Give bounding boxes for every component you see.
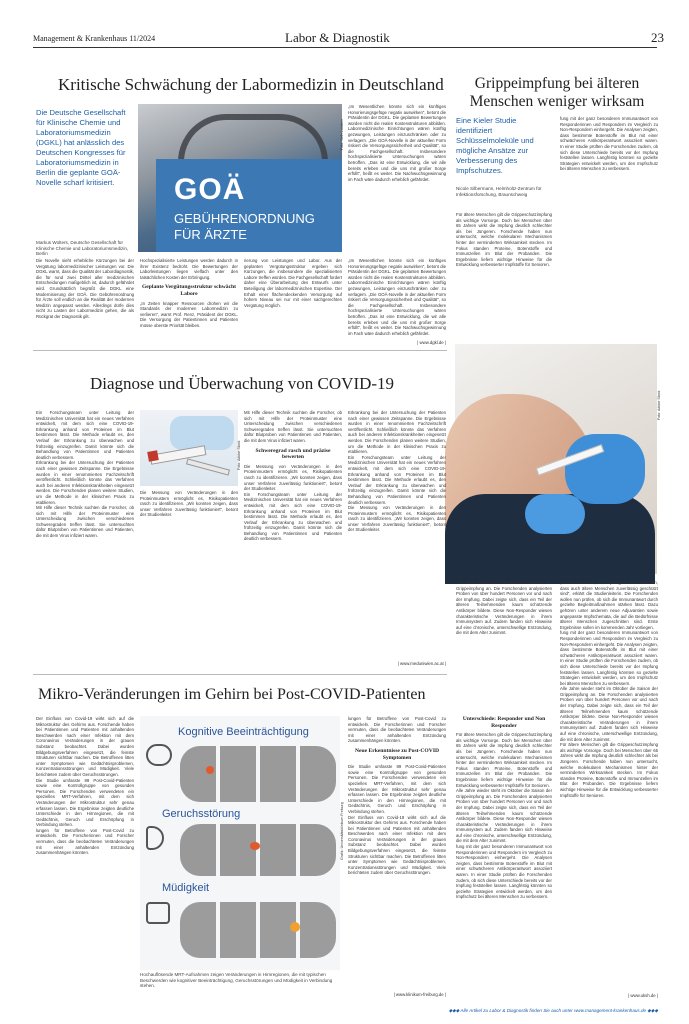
goae-book-photo [138, 104, 342, 252]
article2-title: Grippeimpfung bei älteren Menschen weniger wirksam [469, 75, 645, 110]
article1-author: Markus Wolters, Deutsche Gesellschaft für Klinische Chemie und Laboratoriumsmedizin, Berlin [36, 240, 129, 257]
mri-row-3 [180, 902, 336, 958]
article2-col4-text2: fung mit der ganz besonderen Immunantwort von Responderinnen und Respondern im Vergleich zu Non-Respondern einhergeht. Die Analysen zeigten, dass bestimmte Botenstoffe im Blut mit einer schwächeren Antikörperantwort assoziiert waren. In einer Studie prüften die Forschenden zudem, ob sich diese Unterschiede bereits vor der Impfung feststellen lassen. Langfristig könnten so gezielte Strategien entwickelt werden, um den Impfschutz bei älteren Menschen zu verbessern. [560, 630, 658, 686]
article1-source: | www.dgkl.de | [417, 340, 446, 345]
article3-image-credit: Foto: Adobe Stock [237, 440, 241, 470]
article4-col1 [36, 716, 134, 988]
article2-source: | www.uksh.de | [628, 993, 658, 998]
article3-col1-text2: Erkrankung bei der Untersuchung der Patienten nach einer gewissen Zeitspanne. Die Ergebnisse wurden in einer renommierten Fachzeitschrift veröffentlicht. Schließlich könnte das Verfahren auch bei anderen Infektionskrankheiten eingesetzt werden. Die Forschenden planen weitere Studien, um die Methode in der klinischen Praxis zu etablieren. [36, 460, 134, 505]
goae-cover-line2: FÜR ÄRZTE [174, 227, 247, 242]
article2-intro: Eine Kieler Studie identifiziert Schlüsselmoleküle und mögliche Ansätze zur Verbesserung des Impfschutzes. [456, 116, 534, 175]
article4-subhead: Neue Erkenntnisse zu Post-COVID Symptomen [354, 747, 440, 761]
article3-col1 [36, 410, 134, 660]
panel-fatigue-title: Müdigkeit [162, 882, 210, 894]
mri-row-1 [180, 746, 336, 802]
article4-image-credit: Grafik: Universitätsklinikum Freiburg [340, 802, 344, 860]
page-number: 23 [651, 30, 664, 45]
article2-subhead: Unterschiede: Responder und Non Responder [462, 716, 546, 729]
goae-cover-title: GOÄ [174, 173, 246, 206]
test-tube-cap [147, 450, 159, 462]
article3-col2 [244, 410, 342, 660]
article2-col2: fung mit der ganz besonderen Immunantwort von Responderinnen und Respondern im Vergleich zu Non-Respondern einhergeht. Die Analysen zeigten, dass bestimmte Botenstoffe im Blut mit einer schwächeren Antikörperantwort assoziiert waren. In einer Studie prüften die Forschenden zudem, ob sich diese Unterschiede bereits vor der Impfung feststellen lassen. Langfristig könnten so gezielte Strategien entwickelt werden, um den Impfschutz bei älteren Menschen zu verbessern. [560, 116, 658, 172]
mri-row-2 [180, 824, 336, 876]
running-header-left: Management & Krankenhaus 11/2024 [33, 34, 156, 43]
article4-col3-text: lungen für Betroffene von Post-Covid zu entwickeln. Die Forscherinnen und Forscher vermuten, dass die beobachteten Veränderungen mit einer anhaltenden Entzündung zusammenhängen könnten. [348, 716, 446, 744]
article1-col3: rierung von Leistungen und Labor. Aus der geplanten Vergütungsstruktur ergeben sich Kürzungen, die insbesondere die spezialisierten Labore treffen würden. Die Fachgesellschaft fordert daher eine Überarbeitung des Entwurfs unter Beteiligung der labormedizinischen Expertise. Der Erhalt einer flächendeckenden Versorgung auf hohem Niveau sei nur mit einer sachgerechten Vergütung möglich. [244, 258, 342, 308]
article2-col3: Alle Jahre wieder steht im Oktober die Saison der Grippeimpfung an. Die Forschenden analysierten Proben von über hundert Personen vor und nach der Impfung. Dabei zeigte sich, dass ein Teil der älteren Teilnehmenden kaum schützende Antikörper bildete. Diese Non-Responder wiesen charakteristische Veränderungen in ihrem Immunsystem auf. Zudem fanden sich Hinweise auf eine chronische, unterschwellige Entzündung, die mit dem Alter zunimmt. [456, 580, 552, 636]
nose-icon [146, 826, 164, 850]
article3-col3-text3: Die Messung von Veränderungen in den Proteinmustern ermöglicht es, Risikopatienten rasch zu identifizieren. „Wir konnten zeigen, dass unser Verfahren zuverlässig funktioniert“, betont der Studienleiter. [348, 505, 446, 533]
book-cover [156, 159, 342, 252]
panel-cognition-title: Kognitive Beeinträchtigung [178, 726, 309, 738]
article4-col1-text2: Die Studie umfasste 89 Post-Covid-Patienten sowie eine Kontrollgruppe von gesunden Personen. Die Forschenden verwendeten ein spezielles MRT-Verfahren, mit dem sich Veränderungen der Mikrostruktur sehr genau erfassen lassen. Die Ergebnisse zeigten deutliche Unterschiede in den Hirnregionen, die mit Gedächtnis, Geruch und Erschöpfung in Verbindung stehen. [36, 777, 134, 828]
article4-col3-text-c: Der Einfluss von Covid-19 wirkt sich auf die Mikrostruktur des Gehirns aus. Forschende haben bei Patientinnen und Patienten mit anhaltenden Beschwerden nach einer Infektion mit dem Coronavirus Veränderungen in der grauen Substanz beobachtet. Dabei wurden Bildgebungsverfahren eingesetzt, die feinste Strukturen sichtbar machen. Die Betroffenen litten unter Symptomen wie Gedächtnisproblemen, Konzentrationsstörungen und Müdigkeit. Viele berichteten zudem über Geruchsstörungen. [348, 814, 446, 876]
article2-col3b-text3: fung mit der ganz besonderen Immunantwort von Responderinnen und Respondern im Vergleich zu Non-Respondern einhergeht. Die Analysen zeigten, dass bestimmte Botenstoffe im Blut mit einer schwächeren Antikörperantwort assoziiert waren. In einer Studie prüften die Forschenden zudem, ob sich diese Unterschiede bereits vor der Impfung feststellen lassen. Langfristig könnten so gezielte Strategien entwickelt werden, um den Impfschutz bei älteren Menschen zu verbessern. [456, 844, 552, 900]
article3-col2-text-b: Die Messung von Veränderungen in den Proteinmustern ermöglicht es, Risikopatienten rasch zu identifizieren. „Wir konnten zeigen, dass unser Verfahren zuverlässig funktioniert“, betont der Studienleiter. [244, 463, 342, 492]
article2-col4-text4: Für ältere Menschen gilt die Grippeschutzimpfung als wichtige Vorsorge. Doch bei Menschen über 65 Jahren wirkt die Impfung deutlich schlechter als bei Jüngeren. Forschende haben nun untersucht, welche molekularen Mechanismen hinter der verminderten Wirksamkeit stecken. Im Fokus standen Proteine, Botenstoffe und Immunzellen im Blut der Probanden. Die Ergebnisse liefern wichtige Hinweise für die Entwicklung verbesserter Impfstoffe für Senioren. [560, 742, 658, 798]
article1-intro: Die Deutsche Gesellschaft für Klinische Chemie und Laboratoriumsmedizin (DGKL) hat anlässlich des Deutschen Kongresses für Laboratoriumsmedizin in Berlin die geplante GOÄ-Novelle scharf kritisiert. [36, 108, 126, 187]
article1-col2-text-b: „In Zeiten knapper Ressourcen drohen wir die Standards der modernen Labormedizin zu verlieren“, warnt Prof. Renz, Präsident der DGKL. Die Versorgung der Patientinnen und Patienten müsse oberste Priorität bleiben. [140, 300, 238, 328]
article3-source: | www.meduniwien.ac.at | [397, 661, 446, 666]
mri-highlight-1 [206, 766, 214, 774]
footer-banner: ◆◆◆ Alle Artikel zu Labor & Diagnostik finden Sie auch unter www.management-krankenhaus.de ◆◆◆ [448, 1008, 658, 1013]
article4-source: | www.klinikum-freiburg.de | [393, 992, 446, 997]
article1-col2-text: Hochspezialisierte Leistungen werden dadurch in ihrer Existenz bedroht. Die Bewertungen der Laborleistungen liegen vielfach unter den tatsächlichen Kosten der Erbringung. [140, 258, 238, 280]
article2-col1: Für ältere Menschen gilt die Grippeschutzimpfung als wichtige Vorsorge. Doch bei Menschen über 65 Jahren wirkt die Impfung deutlich schlechter als bei Jüngeren. Forschende haben nun untersucht, welche molekularen Mechanismen hinter der verminderten Wirksamkeit stecken. Im Fokus standen Proteine, Botenstoffe und Immunzellen im Blut der Probanden. Die Ergebnisse liefern wichtige Hinweise für die Entwicklung verbesserter Impfstoffe für Senioren. [456, 212, 552, 268]
article3-col1-text3: Mit Hilfe dieser Technik suchten die Forscher, ob sich mit Hilfe der Proteinmuster eine Unterscheidung zwischen verschiedenen Schweregraden treffen lässt. Sie untersuchten dafür Blutproben von Patientinnen und Patienten, die mit dem Virus infiziert waren. [36, 505, 134, 539]
article3-col3 [348, 410, 446, 660]
covid-test-photo [140, 410, 238, 486]
syringe-2 [186, 458, 230, 475]
article3-col2-lower: Die Messung von Veränderungen in den Proteinmustern ermöglicht es, Risikopatienten rasch zu identifizieren. „Wir konnten zeigen, dass unser Verfahren zuverlässig funktioniert“, betont der Studienleiter. [140, 490, 238, 518]
article3-col3-text: Erkrankung bei der Untersuchung der Patienten nach einer gewissen Zeitspanne. Die Ergebnisse wurden in einer renommierten Fachzeitschrift veröffentlicht. Schließlich könnte das Verfahren auch bei anderen Infektionskrankheiten eingesetzt werden. Die Forschenden planen weitere Studien, um die Methode in der klinischen Praxis zu etablieren. [348, 410, 446, 455]
article2-col4 [560, 580, 658, 990]
mri-highlight-2 [250, 842, 260, 850]
mri-highlight-3 [290, 922, 300, 932]
sleep-icon [146, 902, 170, 924]
article3-col2-text: Mit Hilfe dieser Technik suchten die Forscher, ob sich mit Hilfe der Proteinmuster eine Unterscheidung zwischen verschiedenen Schweregraden treffen lässt. Sie untersuchten dafür Blutproben von Patientinnen und Patienten, die mit dem Virus infiziert waren. [244, 410, 342, 443]
article4-col3 [348, 716, 446, 988]
glove-hand-2 [525, 494, 585, 534]
article4-col1-text3: lungen für Betroffene von Post-Covid zu entwickeln. Die Forscherinnen und Forscher vermuten, dass die beobachteten Veränderungen mit einer anhaltenden Entzündung zusammenhängen könnten. [36, 827, 134, 856]
brain-mri-figure [140, 716, 340, 970]
header-rule [33, 47, 657, 48]
vaccination-photo [455, 344, 657, 574]
article3-subhead: Schweregrad rasch und präzise bewerten [255, 447, 331, 461]
article4-col1-text: Der Einfluss von Covid-19 wirkt sich auf die Mikrostruktur des Gehirns aus. Forschende haben bei Patientinnen und Patienten mit anhaltenden Beschwerden nach einer Infektion mit dem Coronavirus Veränderungen in der grauen Substanz beobachtet. Dabei wurden Bildgebungsverfahren eingesetzt, die feinste Strukturen sichtbar machen. Die Betroffenen litten unter Symptomen wie Gedächtnisproblemen, Konzentrationsstörungen und Müdigkeit. Viele berichteten zudem über Geruchsstörungen. [36, 716, 134, 777]
article3-col2-text-c: Ein Forschungsteam unter Leitung der Medizinischen Universität hat ein neues Verfahren entwickelt, mit dem sich eine COVID-19-Erkrankung anhand von Proteinen im Blut bestimmen lässt. Die Methode erlaubt es, den Verlauf der Erkrankung zu überwachen und frühzeitig einzugreifen. Damit könnte sich die Behandlung von Patientinnen und Patienten deutlich verbessern. [244, 491, 342, 542]
article2-col4-text3: Alle Jahre wieder steht im Oktober die Saison der Grippeimpfung an. Die Forschenden analysierten Proben von über hundert Personen vor und nach der Impfung. Dabei zeigte sich, dass ein Teil der älteren Teilnehmenden kaum schützende Antikörper bildete. Diese Non-Responder wiesen charakteristische Veränderungen in ihrem Immunsystem auf. Zudem fanden sich Hinweise auf eine chronische, unterschwellige Entzündung, die mit dem Alter zunimmt. [560, 686, 658, 742]
article2-col3b-text2: Alle Jahre wieder steht im Oktober die Saison der Grippeimpfung an. Die Forschenden analysierten Proben von über hundert Personen vor und nach der Impfung. Dabei zeigte sich, dass ein Teil der älteren Teilnehmenden kaum schützende Antikörper bildete. Diese Non-Responder wiesen charakteristische Veränderungen in ihrem Immunsystem auf. Zudem fanden sich Hinweise auf eine chronische, unterschwellige Entzündung, die mit dem Alter zunimmt. [456, 788, 552, 844]
brain-icon [146, 744, 172, 766]
article4-top-rule [33, 674, 447, 675]
article1-title: Kritische Schwächung der Labormedizin in Deutschland [58, 75, 444, 94]
article2-image-credit: Foto: Adobe Stock [657, 390, 661, 420]
article1-col4: „Im Wesentlichen könnte sich ein künftiges Honorierungsgefüge negativ auswirken“, betont die Präsidentin der DGKL. Die geplanten Bewertungen würden nicht die realen Kostenstrukturen abbilden. Labormedizinische Einrichtungen wären künftig gezwungen, Leistungen einzuschränken oder zu verlagern. „Die GOÄ-Novelle in der aktuellen Form riskiert die Versorgungssicherheit und Qualität“, so die Fachgesellschaft. Insbesondere hochspezialisierte Untersuchungen wären betroffen. „Das ist eine Entwicklung, die wir alle bereits erleben und die uns mit großer Sorge erfüllt“, heißt es weiter. Die Nachwuchsgewinnung im Fach wäre dadurch erheblich gefährdet. [348, 258, 446, 336]
article4-caption: Hochauflösende MRT-Aufnahmen zeigen Veränderungen in Hirnregionen, die mit typischen Beschwerden wie kognitiver Beeinträchtigung, Geruchsstörungen und Müdigkeit in Verbindung stehen. [140, 972, 333, 989]
article2-col3b-text: Für ältere Menschen gilt die Grippeschutzimpfung als wichtige Vorsorge. Doch bei Menschen über 65 Jahren wirkt die Impfung deutlich schlechter als bei Jüngeren. Forschende haben nun untersucht, welche molekularen Mechanismen hinter der verminderten Wirksamkeit stecken. Im Fokus standen Proteine, Botenstoffe und Immunzellen im Blut der Probanden. Die Ergebnisse liefern wichtige Hinweise für die Entwicklung verbesserter Impfstoffe für Senioren. [456, 732, 552, 788]
article1-col2 [140, 258, 238, 338]
panel-smell-title: Geruchsstörung [162, 808, 241, 820]
article3-col1-text: Ein Forschungsteam unter Leitung der Medizinischen Universität hat ein neues Verfahren entwickelt, mit dem sich eine COVID-19-Erkrankung anhand von Proteinen im Blut bestimmen lässt. Die Methode erlaubt es, den Verlauf der Erkrankung zu überwachen und frühzeitig einzugreifen. Damit könnte sich die Behandlung von Patientinnen und Patienten deutlich verbessern. [36, 410, 134, 460]
glove-hand [565, 434, 645, 504]
article3-title: Diagnose und Überwachung von COVID-19 [90, 374, 395, 393]
article2-col3b [456, 712, 552, 992]
article3-col3-text2: Ein Forschungsteam unter Leitung der Medizinischen Universität hat ein neues Verfahren entwickelt, mit dem sich eine COVID-19-Erkrankung anhand von Proteinen im Blut bestimmen lässt. Die Methode erlaubt es, den Verlauf der Erkrankung zu überwachen und frühzeitig einzugreifen. Damit könnte sich die Behandlung von Patientinnen und Patienten deutlich verbessern. [348, 454, 446, 505]
article2-author: Nicole Silbermann, Helmholtz-Zentrum für Infektionsforschung, Braunschweig [456, 186, 542, 197]
article1-col-right: „Im Wesentlichen könnte sich ein künftiges Honorierungsgefüge negativ auswirken“, betont die Präsidentin der DGKL. Die geplanten Bewertungen würden nicht die realen Kostenstrukturen abbilden. Labormedizinische Einrichtungen wären künftig gezwungen, Leistungen einzuschränken oder zu verlagern. „Die GOÄ-Novelle in der aktuellen Form riskiert die Versorgungssicherheit und Qualität“, so die Fachgesellschaft. Insbesondere hochspezialisierte Untersuchungen wären betroffen. „Das ist eine Entwicklung, die wir alle bereits erleben und die uns mit großer Sorge erfüllt“, heißt es weiter. Die Nachwuchsgewinnung im Fach wäre dadurch erheblich gefährdet. [348, 104, 446, 182]
article1-image-credit: Foto: Seth Lobstein [340, 118, 344, 150]
article4-title: Mikro-Veränderungen im Gehirn bei Post-COVID-Patienten [38, 686, 426, 703]
article3-top-rule [33, 350, 447, 351]
section-title: Labor & Diagnostik [285, 30, 390, 45]
goae-cover-line1: GEBÜHRENORDNUNG [174, 211, 315, 226]
article2-col4-text: „Unser Ziel ist es, die Impfung so zu verbessern, dass auch ältere Menschen zuverlässig geschützt sind“, erklärt die Studienleiterin. Die Forschenden wollen nun prüfen, ob sich die Immunantwort durch gezielte Begleitmaßnahmen stärken lässt. Dazu gehören unter anderem neue Adjuvantien sowie angepasste Impfschemata, die auf die Bedürfnisse älterer Menschen zugeschnitten sind. Erste Ergebnisse sollen im kommenden Jahr vorliegen. [560, 580, 658, 630]
article1-subhead: Geplante Vergütungsstruktur schwächt Labore [141, 284, 237, 297]
article1-col1: Die Novelle sieht erhebliche Kürzungen bei der Vergütung labormedizinischer Leistungen vor. Die DGKL warnt, dass die Qualität der Labordiagnostik, die für rund zwei Drittel aller medizinischen Entscheidungen maßgeblich ist, dadurch gefährdet wird. Grundsätzlich begrüßt die DGKL eine Modernisierung der GOÄ. Die Gebührenordnung für Ärzte soll endlich an die Realität der modernen Medizin angepasst werden. Allerdings dürfe dies nicht zu Lasten der Labormedizin gehen, die als Rückgrat der Diagnostik gilt. [36, 258, 134, 319]
article4-col3-text-b: Die Studie umfasste 89 Post-Covid-Patienten sowie eine Kontrollgruppe von gesunden Personen. Die Forschenden verwendeten ein spezielles MRT-Verfahren, mit dem sich Veränderungen der Mikrostruktur sehr genau erfassen lassen. Die Ergebnisse zeigten deutliche Unterschiede in den Hirnregionen, die mit Gedächtnis, Geruch und Erschöpfung in Verbindung stehen. [348, 764, 446, 814]
